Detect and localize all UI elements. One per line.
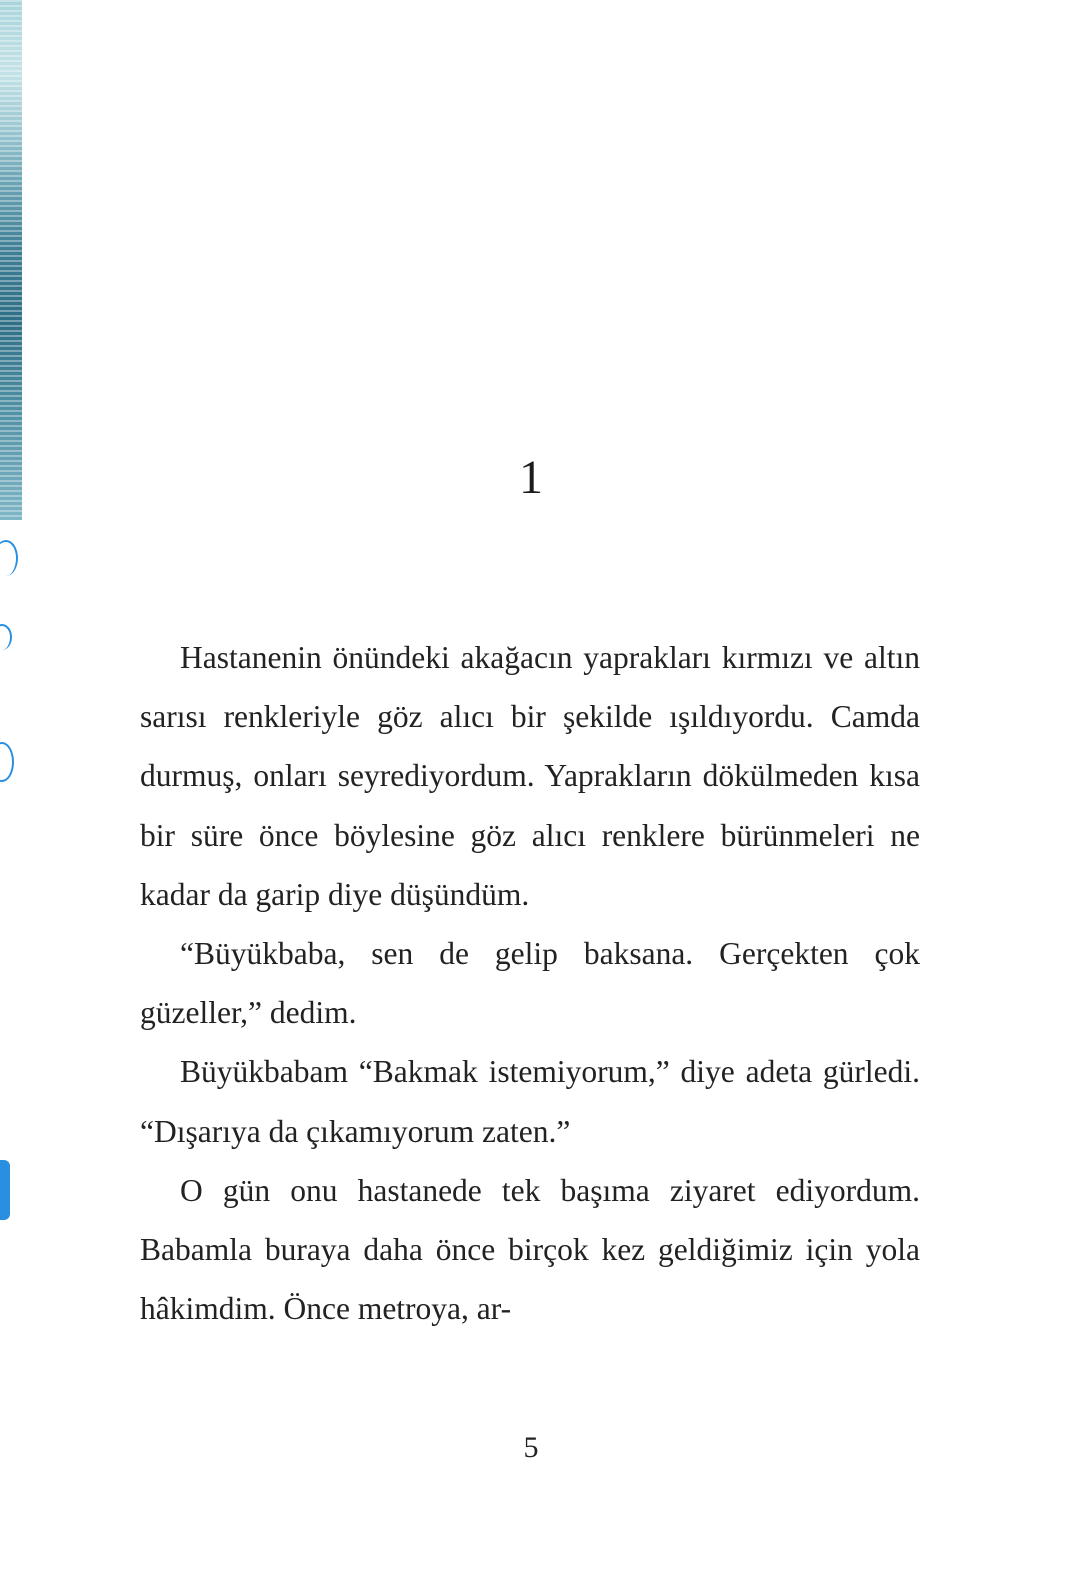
scanned-edge-strip bbox=[0, 0, 22, 520]
body-text bbox=[140, 628, 920, 1338]
paragraph: Büyükbabam “Bakmak istemiyorum,” diye adeta gürledi. “Dışarıya da çıkamıyorum zaten.” bbox=[140, 1054, 920, 1149]
pen-mark bbox=[0, 742, 14, 782]
pen-mark bbox=[0, 1160, 10, 1220]
pen-mark bbox=[0, 624, 12, 650]
paragraph: O gün onu hastanede tek başıma ziyaret ediyordum. Babamla buraya daha önce birçok kez geldiğimiz için yola hâkimdim. Önce metroya, ar- bbox=[140, 1172, 920, 1327]
paragraph: “Büyükbaba, sen de gelip baksana. Gerçekten çok güzeller,” dedim. bbox=[140, 936, 920, 1031]
chapter-number: 1 bbox=[519, 451, 543, 504]
pen-mark bbox=[0, 540, 18, 576]
paragraph: Hastanenin önündeki akağacın yaprakları kırmızı ve altın sarısı renkleriyle göz alıcı bir şekilde ışıldıyordu. Camda durmuş, onları seyrediyordum. Yaprakların dökülmeden kısa bir süre önce böylesine göz alıcı renklere bürünmeleri ne kadar da garip diye düşündüm. bbox=[140, 640, 920, 912]
page-number: 5 bbox=[523, 1431, 539, 1464]
